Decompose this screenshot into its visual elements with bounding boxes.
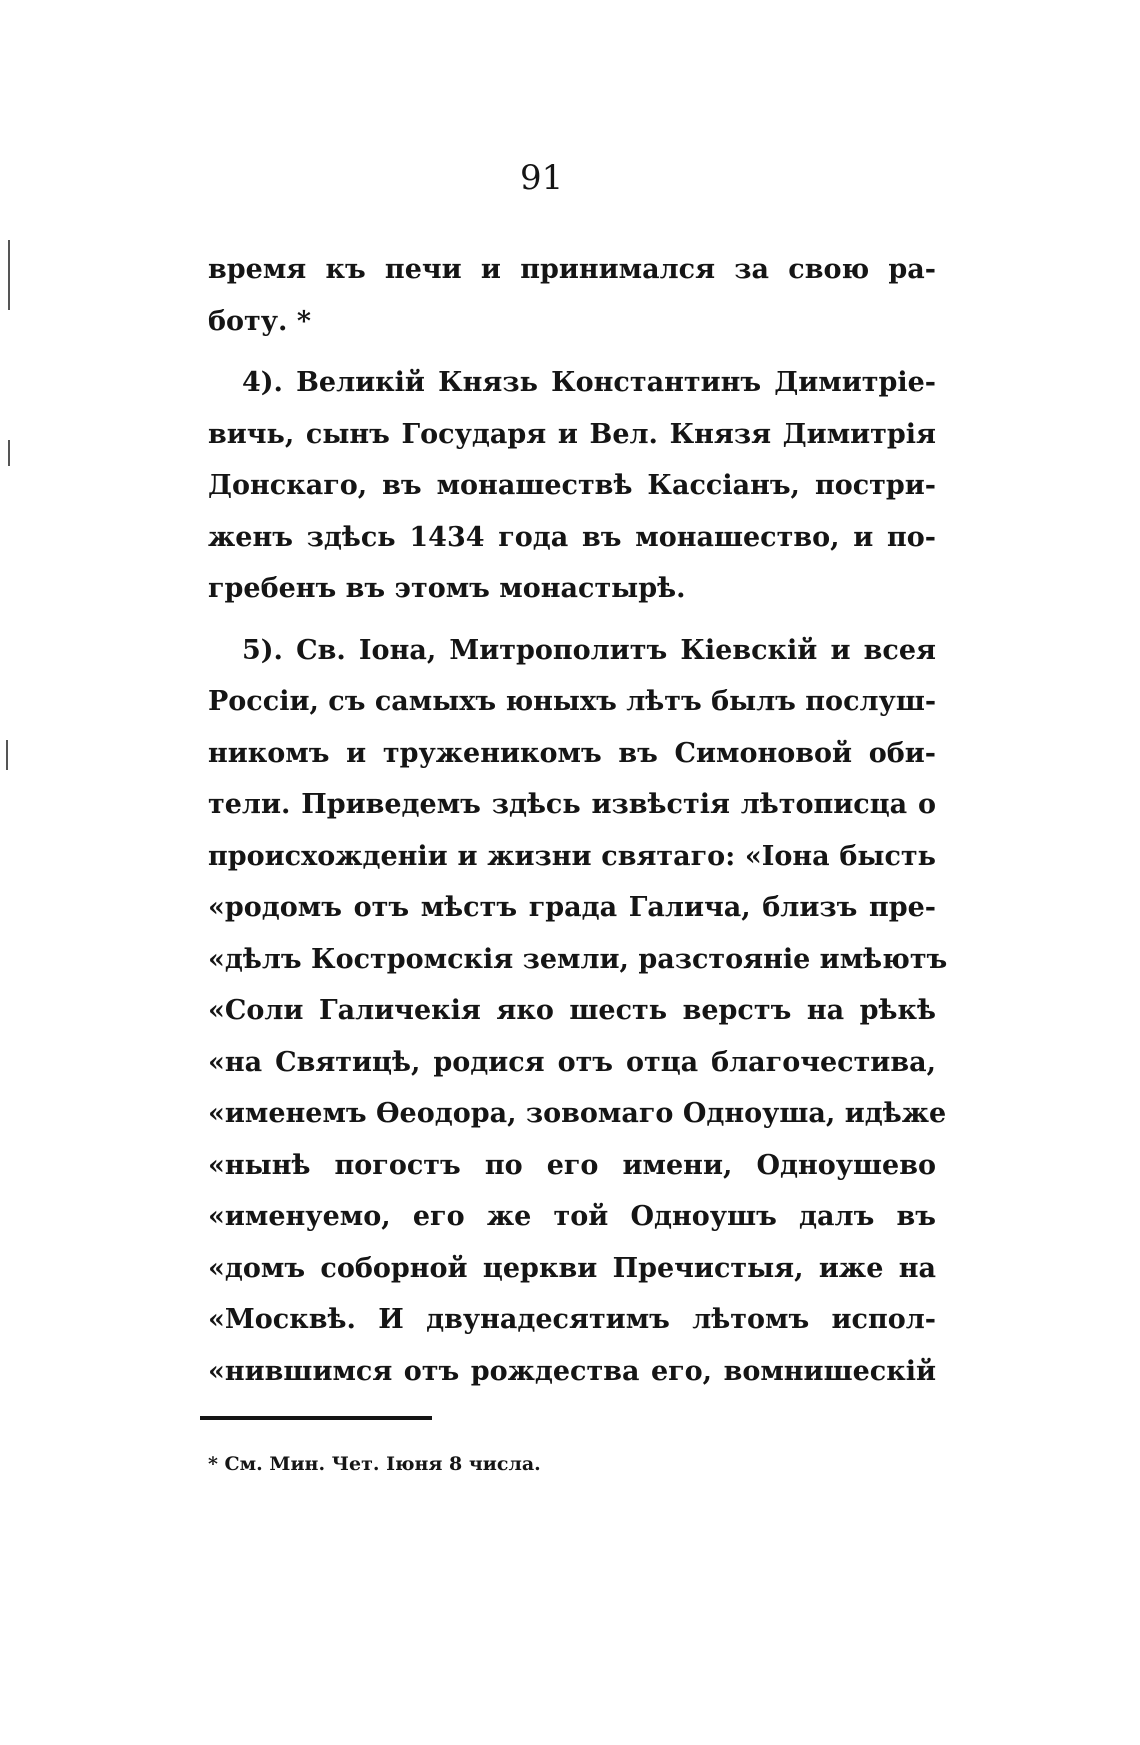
text-line: гребенъ въ этомъ монастырѣ. bbox=[208, 573, 686, 604]
scan-margin-mark bbox=[6, 740, 8, 770]
paragraph-gap bbox=[208, 615, 936, 625]
text-line: никомъ и труженикомъ въ Симоновой оби- bbox=[208, 737, 936, 769]
paragraph-gap bbox=[208, 347, 936, 357]
body-text bbox=[208, 244, 948, 1397]
text-line: женъ здѣсь 1434 года въ монашество, и по- bbox=[208, 521, 936, 553]
text-line: «на Святицѣ, родися отъ отца благочестива, bbox=[208, 1046, 936, 1078]
text-line: происхожденіи и жизни святаго: «Іона бысть bbox=[208, 840, 936, 872]
text-line: 4). Великій Князь Константинъ Димитріе- bbox=[242, 367, 936, 398]
text-line: 5). Св. Іона, Митрополитъ Кіевскій и всея bbox=[242, 634, 936, 666]
text-line: «Соли Галичекія яко шесть верстъ на рѣкѣ bbox=[208, 995, 936, 1026]
text-line: «домъ соборной церкви Пречистыя, иже на bbox=[208, 1252, 936, 1284]
text-line: «нившимся отъ рождества его, вомнишескій bbox=[208, 1355, 936, 1387]
text-line: боту. * bbox=[208, 305, 311, 337]
text-line: «именуемо, его же той Одноушъ далъ въ bbox=[208, 1201, 936, 1232]
text-line: вичь, сынъ Государя и Вел. Князя Димитрія bbox=[208, 418, 936, 450]
footnote-rule bbox=[200, 1416, 432, 1420]
text-line: Россіи, съ самыхъ юныхъ лѣтъ былъ послуш- bbox=[208, 686, 937, 717]
text-line: «родомъ отъ мѣстъ града Галича, близъ пре- bbox=[208, 892, 936, 923]
text-line: Донскаго, въ монашествѣ Кассіанъ, постри- bbox=[208, 470, 936, 501]
text-line: «дѣлъ Костромскія земли, разстояніе имѣютъ bbox=[208, 943, 948, 975]
text-line: «именемъ Ѳеодора, зовомаго Одноуша, идѣже bbox=[208, 1098, 947, 1129]
text-line: «Москвѣ. И двунадесятимъ лѣтомъ испол- bbox=[208, 1304, 936, 1335]
text-line: «нынѣ погостъ по его имени, Одноушево bbox=[208, 1149, 936, 1181]
text-line: время къ печи и принимался за свою ра- bbox=[208, 254, 936, 285]
scan-margin-mark bbox=[8, 240, 10, 310]
footnote: * См. Мин. Чет. Іюня 8 числа. bbox=[208, 1453, 541, 1475]
scan-margin-mark bbox=[8, 440, 10, 466]
page-number: 91 bbox=[520, 158, 564, 198]
text-line: тели. Приведемъ здѣсь извѣстія лѣтописца о bbox=[208, 789, 936, 820]
